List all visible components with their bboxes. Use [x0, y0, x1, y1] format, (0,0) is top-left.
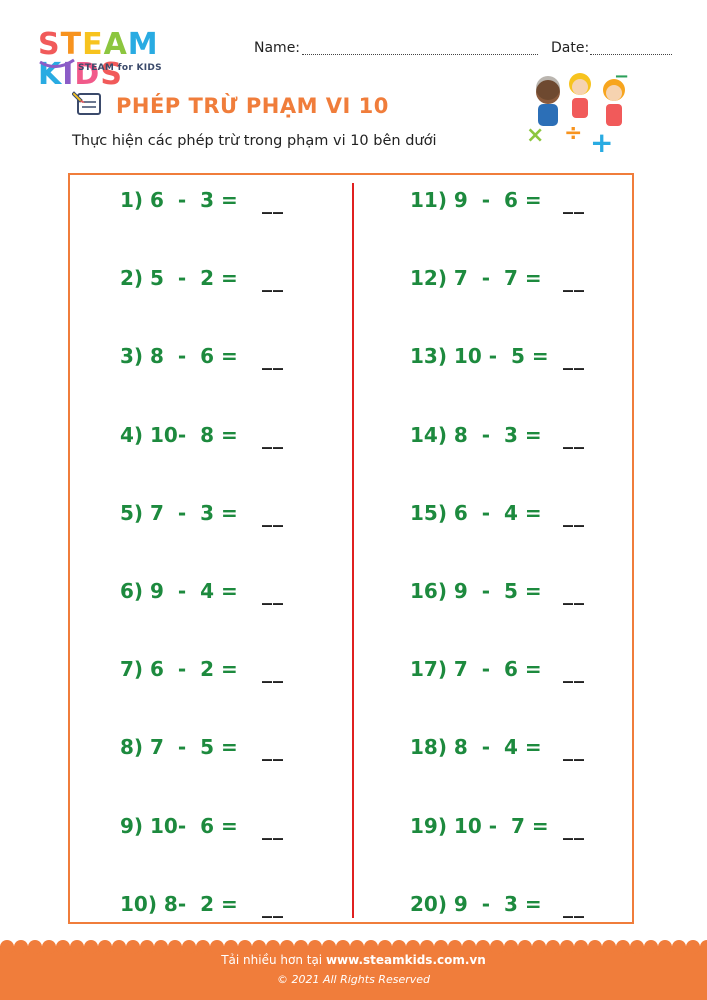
answer-blank[interactable]: __ — [563, 502, 585, 527]
answer-blank[interactable]: __ — [262, 659, 284, 684]
answer-blank[interactable]: __ — [563, 424, 585, 449]
problem-expression: 8) 7 - 5 = — [120, 735, 238, 760]
logo-letter: K — [38, 57, 63, 92]
problem-expression: 20) 9 - 3 = — [410, 891, 542, 916]
logo-letter: T — [60, 27, 83, 62]
svg-text:×: × — [526, 123, 545, 148]
problem-expression: 4) 10- 8 = — [120, 422, 238, 447]
problem-expression: 16) 9 - 5 = — [410, 579, 542, 603]
problem-expression: 18) 8 - 4 = — [410, 735, 542, 760]
problem-expression: 5) 7 - 3 = — [120, 500, 238, 525]
answer-blank[interactable]: __ — [563, 268, 585, 293]
svg-text:−: − — [614, 70, 630, 87]
logo-letter: E — [82, 27, 104, 62]
answer-blank[interactable]: __ — [262, 190, 284, 214]
answer-blank[interactable]: __ — [262, 581, 284, 605]
problem-expression: 17) 7 - 6 = — [410, 657, 542, 682]
logo-letter: I — [62, 57, 75, 92]
name-field[interactable] — [302, 54, 538, 55]
logo-tagline: STEAM for KIDS — [78, 63, 162, 73]
answer-blank[interactable]: __ — [262, 737, 284, 762]
problem-expression: 1) 6 - 3 = — [120, 188, 238, 212]
problem-expression: 6) 9 - 4 = — [120, 579, 238, 603]
answer-blank[interactable]: __ — [563, 893, 585, 918]
problem-expression: 3) 8 - 6 = — [120, 344, 238, 369]
logo-letter: A — [103, 27, 128, 62]
kids-math-illustration — [518, 70, 638, 160]
problem-expression: 13) 10 - 5 = — [410, 344, 549, 369]
logo-letter: S — [38, 27, 61, 62]
answer-blank[interactable]: __ — [262, 424, 284, 449]
instruction-text: Thực hiện các phép trừ trong phạm vi 10 bên dưới — [72, 133, 437, 149]
footer-more — [0, 953, 707, 967]
logo-swoosh-icon — [38, 58, 78, 70]
answer-blank[interactable]: __ — [563, 659, 585, 684]
answer-blank[interactable]: __ — [563, 190, 585, 214]
footer-more-prefix: Tải nhiều hơn tại — [221, 953, 326, 967]
date-label: Date: — [551, 40, 590, 56]
answer-blank[interactable]: __ — [563, 815, 585, 840]
steam-kids-logo — [38, 27, 238, 92]
problem-expression: 15) 6 - 4 = — [410, 500, 542, 525]
name-label: Name: — [254, 40, 301, 56]
footer-copyright: © 2021 All Rights Reserved — [276, 973, 430, 986]
answer-blank[interactable]: __ — [563, 737, 585, 762]
footer-band — [0, 940, 707, 1000]
problem-expression: 12) 7 - 7 = — [410, 266, 542, 291]
date-field[interactable] — [590, 54, 672, 55]
answer-blank[interactable]: __ — [563, 346, 585, 371]
svg-text:+: + — [590, 126, 614, 159]
answer-blank[interactable]: __ — [262, 502, 284, 527]
problem-expression: 7) 6 - 2 = — [120, 657, 238, 682]
footer-site-link[interactable]: www.steamkids.com.vn — [325, 953, 486, 967]
problem-expression: 9) 10- 6 = — [120, 813, 238, 838]
problem-expression: 10) 8- 2 = — [120, 891, 238, 916]
answer-blank[interactable]: __ — [262, 893, 284, 918]
svg-text:÷: ÷ — [564, 121, 583, 146]
problem-expression: 2) 5 - 2 = — [120, 266, 238, 291]
worksheet-title: PHÉP TRỪ PHẠM VI 10 — [116, 94, 389, 118]
answer-blank[interactable]: __ — [262, 346, 284, 371]
problem-expression: 14) 8 - 3 = — [410, 422, 542, 447]
column-divider — [352, 183, 354, 918]
logo-letter: S — [100, 57, 123, 92]
answer-blank[interactable]: __ — [262, 268, 284, 293]
problem-expression: 19) 10 - 7 = — [410, 813, 549, 838]
logo-letter: D — [74, 57, 101, 92]
answer-blank[interactable]: __ — [563, 581, 585, 605]
pencil-paper-icon — [72, 88, 104, 118]
logo-letter: M — [127, 27, 159, 62]
problem-expression: 11) 9 - 6 = — [410, 188, 542, 212]
answer-blank[interactable]: __ — [262, 815, 284, 840]
